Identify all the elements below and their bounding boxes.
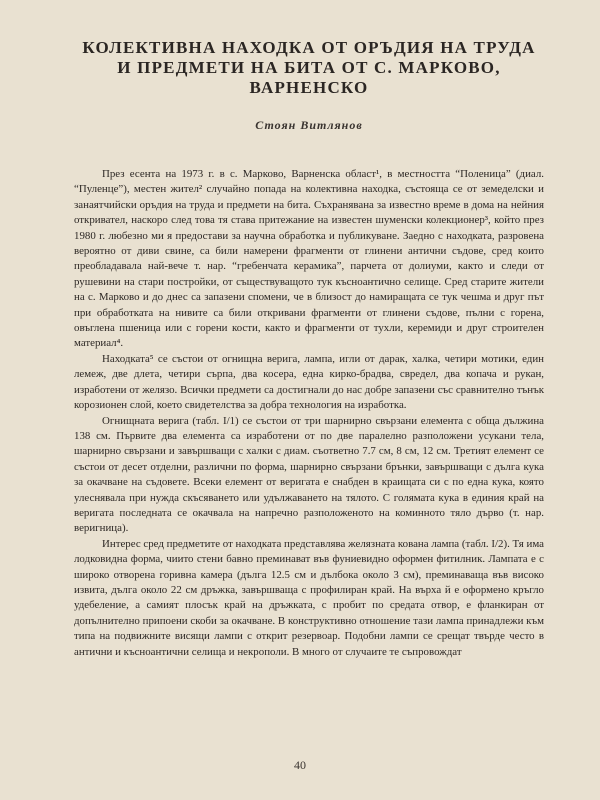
page-number: 40 (294, 758, 306, 772)
article-title: КОЛЕКТИВНА НАХОДКА ОТ ОРЪДИЯ НА ТРУДА И ПРЕДМЕТИ НА БИТА ОТ С. МАРКОВО, ВАРНЕНСКО (82, 38, 536, 97)
paragraph-3: Огнищната верига (табл. I/1) се състои от три шарнирно свързани елемента с обща дължина 138 см. Първите два елемента са изработени от по две паралелно разположени усукани тела, шарнирно свързани и завършващи с халки с диам. съответно 7.7 см, 8 см, 12 см. Третият елемент се състои от десет отделни, различни по форма, шарнирно свързани брънки, завършващи с дълга кука за окачване на съдовете. Всеки елемент от веригата е снабден в краищата си с по една кука, която улеснявала при нужда скъсяването или удължаването на тялото. С голямата кука в единия край на веригата последната се окачвала на напречно разположеното на коминното тяло дърво (т. нар. веригница). (74, 414, 544, 535)
article-author: Стоян Витлянов (255, 118, 363, 132)
article-body (74, 167, 544, 660)
paragraph-1: През есента на 1973 г. в с. Марково, Варненска област¹, в местността “Поленица” (диал. “Пуленце”), местен жител² случайно попада на колективна находка, състояща се от земеделски и занаятчийски оръдия на труда и предмети на бита. Съхранявана за известно време в дома на нейния откривател, наскоро след това тя става притежание на известен шуменски колекционер³, който през 1980 г. любезно ми я предостави за научна обработка и публикуване. Заедно с находката, разровена вероятно от диви свине, са били намерени фрагменти от глинени антични съдове, сред които преобладавала най-вече т. нар. “гребенчата керамика”, парчета от долиуми, както и следи от рушевини на стари постройки, от съществуващото тук късноантично селище. Сред старите жители на с. Марково и до днес са запазени спомени, че в близост до намиращата се тук чешма и друг път при обработката на нивите са били откривани фрагменти от глинени съдове, пълни с горена, овъглена пшеница или с горени кости, както и фрагменти от тухли, керемиди и друг строителен материал⁴. (74, 168, 544, 350)
paragraph-2: Находката⁵ се състои от огнищна верига, лампа, игли от дарак, халка, четири мотики, един лемеж, две длета, четири сърпа, два косера, една кирко-брадва, свредел, два копача и рукан, изработени от желязо. Всички предмети са достигнали до нас добре запазени със сравнително тънък корозионен слой, което свидетелства за добра технология на изработка. (74, 352, 544, 412)
paragraph-4: Интерес сред предметите от находката представлява желязната кована лампа (табл. I/2). Тя има лодковидна форма, чиито стени бавно преминават във фуниевидно оформен фитилник. Лампата е с широко отворена горивна камера (дълга 12.5 см и дълбока около 3 см), преминаваща във високо извита, дълга около 22 см дръжка, завършваща с профилиран край. На върха й е оформено кръгло удебеление, а самият плосък край на дръжката, с пробит по средата отвор, е фланкиран от допълнително припоени скоби за окачване. В конструктивно отношение тази лампа принадлежи към типа на подвижните висящи лампи с открит резервоар. Подобни лампи се срещат твърде често в антични и късноантични селища и некрополи. В много от случаите те съпровождат (74, 537, 544, 658)
